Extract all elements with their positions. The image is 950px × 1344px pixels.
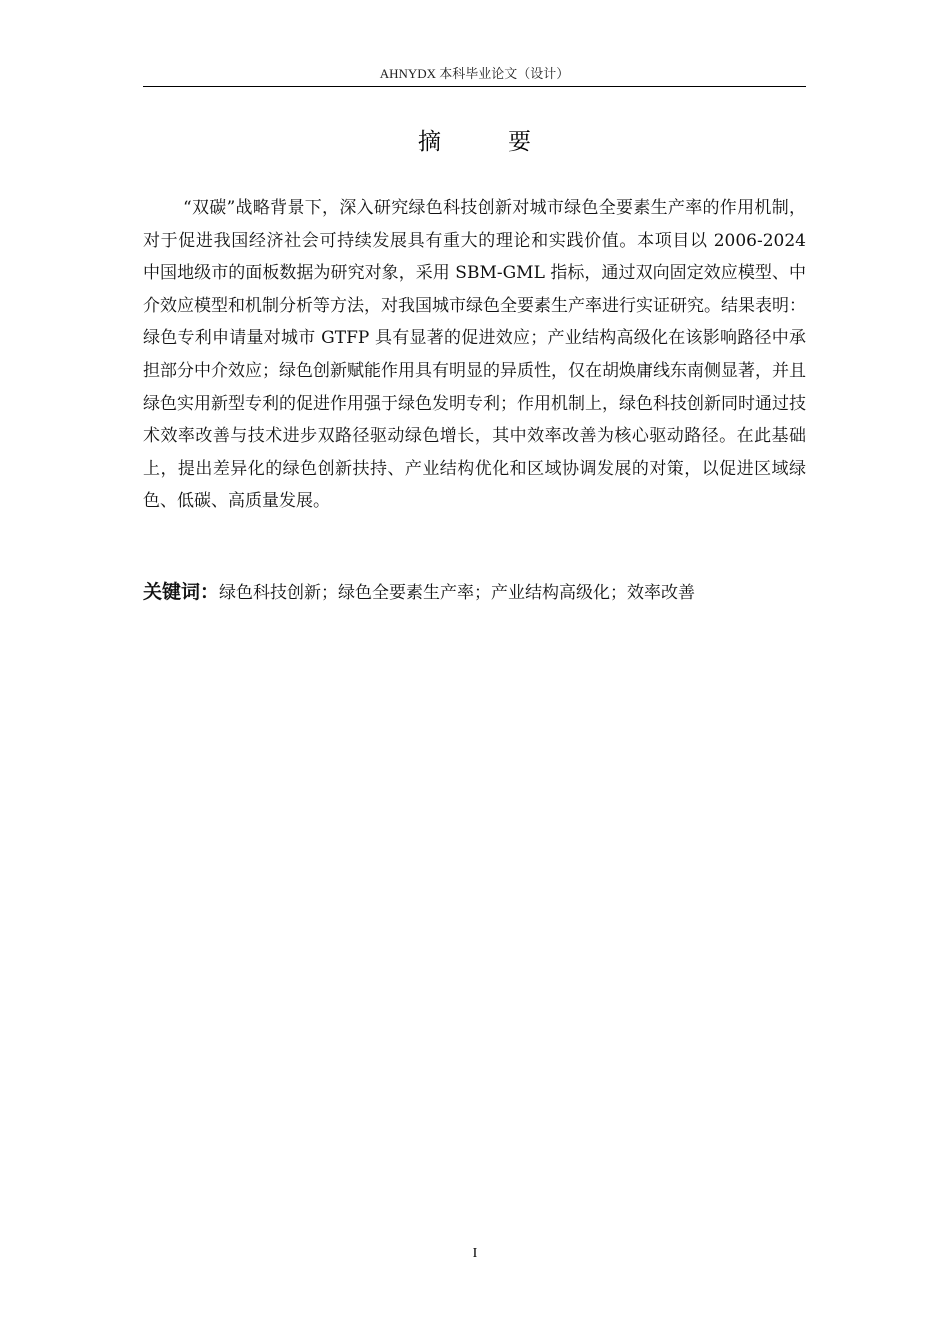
keywords-label: 关键词： xyxy=(143,581,220,603)
abstract-body: “双碳”战略背景下，深入研究绿色科技创新对城市绿色全要素生产率的作用机制，对于促进我国经济社会可持续发展具有重大的理论和实践价值。本项目以 2006-2024 中国地级市的面板数据为研究对象，采用 SBM-GML 指标，通过双向固定效应模型、中介效应模型和机制分析等方法，对我国城市绿色全要素生产率进行实证研究。结果表明：绿色专利申请量对城市 GTFP 具有显著的促进效应；产业结构高级化在该影响路径中承担部分中介效应；绿色创新赋能作用具有明显的异质性，仅在胡焕庸线东南侧显著，并且绿色实用新型专利的促进作用强于绿色发明专利；作用机制上，绿色科技创新同时通过技术效率改善与技术进步双路径驱动绿色增长，其中效率改善为核心驱动路径。在此基础上，提出差异化的绿色创新扶持、产业结构优化和区域协调发展的对策，以促进区域绿色、低碳、高质量发展。 xyxy=(143,198,806,512)
abstract-title: 摘 要 xyxy=(418,129,553,155)
page-header xyxy=(143,64,806,87)
header-text: AHNYDX 本科毕业论文（设计） xyxy=(379,66,570,81)
keywords-line xyxy=(143,576,806,609)
keywords-text: 绿色科技创新；绿色全要素生产率；产业结构高级化；效率改善 xyxy=(219,583,696,603)
page-number: I xyxy=(472,1246,478,1261)
